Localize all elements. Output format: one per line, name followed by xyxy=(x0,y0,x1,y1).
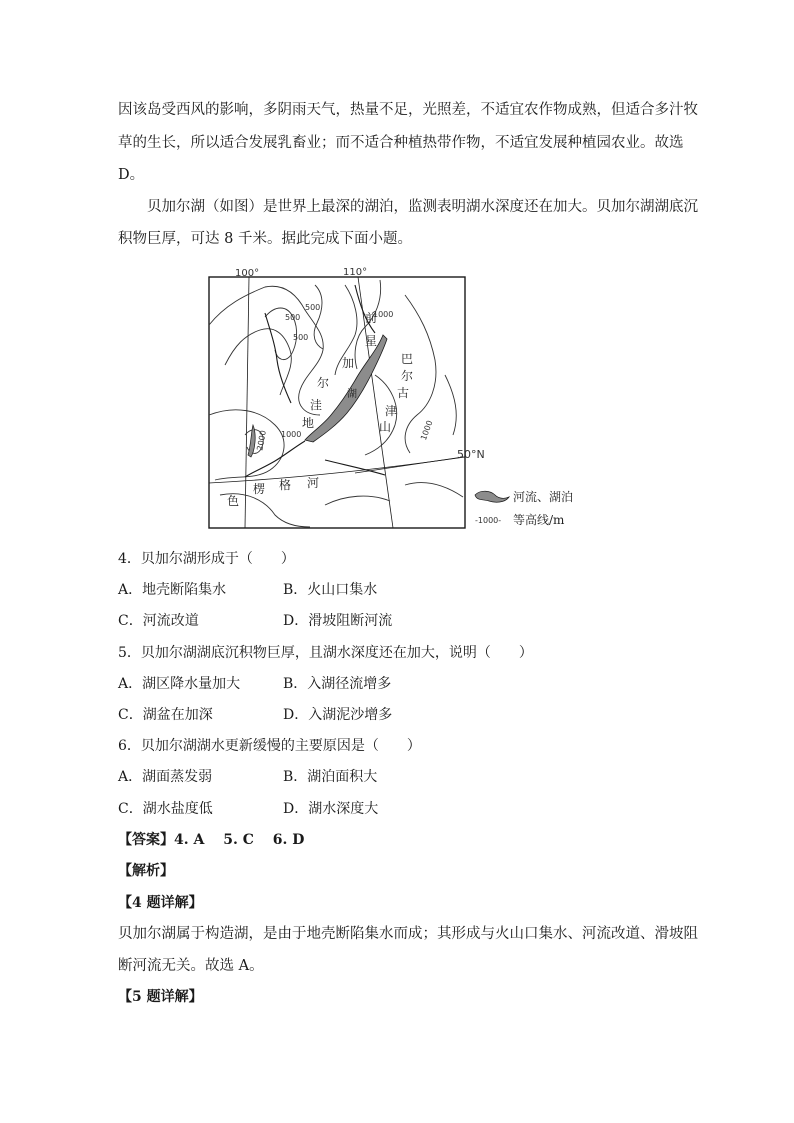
contour-label: 1000 xyxy=(373,310,394,319)
question-6-stem: 6．贝加尔湖湖水更新缓慢的主要原因是（ ） xyxy=(118,738,421,754)
legend-contour-label: 等高线/m xyxy=(513,513,565,527)
parallel-50n xyxy=(209,457,465,483)
q6-option-c: C．湖水盐度低 xyxy=(118,801,213,817)
q5-option-d: D．入湖泥沙增多 xyxy=(283,707,393,723)
q4-option-c: C．河流改道 xyxy=(118,613,199,629)
legend-contour-sample: -1000- xyxy=(475,516,502,525)
intro-line-2: 积物巨厚，可达 8 千米。据此完成下面小题。 xyxy=(118,231,412,247)
map-label: 山 xyxy=(379,420,392,434)
baikal-map xyxy=(205,265,595,533)
q4-option-d: D．滑坡阻断河流 xyxy=(283,613,393,629)
contour-label: 1000 xyxy=(281,430,302,439)
q6-option-a: A．湖面蒸发弱 xyxy=(118,769,213,785)
legend-river-lake: 河流、湖泊 xyxy=(513,490,574,504)
contour-label: 2000 xyxy=(255,429,268,452)
map-label: 古 xyxy=(397,386,410,400)
question-4-stem: 4．贝加尔湖形成于（ ） xyxy=(118,551,295,567)
map-legend xyxy=(475,489,573,527)
legend-lake-symbol xyxy=(475,491,509,502)
map-label: 前 xyxy=(365,311,378,325)
map-label: 地 xyxy=(302,416,315,430)
lat-50n-label: 50°N xyxy=(457,448,485,461)
map-label: 格 xyxy=(279,478,292,492)
map-label: 洼 xyxy=(310,398,323,412)
answer-line: 【答案】4. A 5. C 6. D xyxy=(118,832,305,848)
q5-option-a: A．湖区降水量加大 xyxy=(118,676,241,692)
map-label: 巴 xyxy=(401,352,414,366)
contour-label: 500 xyxy=(293,333,309,342)
explanation-line-3: D。 xyxy=(118,167,145,183)
map-label: 河 xyxy=(307,476,320,490)
contour-label: 500 xyxy=(285,313,301,322)
map-label: 尔 xyxy=(317,376,330,390)
analysis-heading: 【解析】 xyxy=(118,863,174,879)
map-label: 楞 xyxy=(253,482,266,496)
lon-100-label: 100° xyxy=(235,268,260,279)
contour-label: 500 xyxy=(305,303,321,312)
detail-5-heading: 【5 题详解】 xyxy=(118,989,203,1005)
q4-option-a: A．地壳断陷集水 xyxy=(118,582,227,598)
map-label: 湖 xyxy=(347,389,357,400)
q6-option-d: D．湖水深度大 xyxy=(283,801,379,817)
q5-option-b: B．入湖径流增多 xyxy=(283,676,392,692)
q5-option-c: C．湖盆在加深 xyxy=(118,707,213,723)
meridian-100 xyxy=(245,277,249,528)
detail-4-line-2: 断河流无关。故选 A。 xyxy=(118,958,264,974)
map-label: 星 xyxy=(365,334,378,348)
lon-110-label: 110° xyxy=(343,267,368,278)
q4-option-b: B．火山口集水 xyxy=(283,582,378,598)
map-label: 尔 xyxy=(401,369,414,383)
detail-4-heading: 【4 题详解】 xyxy=(118,895,203,911)
intro-line-1: 贝加尔湖（如图）是世界上最深的湖泊，监测表明湖水深度还在加大。贝加尔湖湖底沉 xyxy=(147,199,698,215)
question-5-stem: 5．贝加尔湖湖底沉积物巨厚，且湖水深度还在加大，说明（ ） xyxy=(118,645,533,661)
q6-option-b: B．湖泊面积大 xyxy=(283,769,378,785)
map-label: 色 xyxy=(227,494,240,508)
detail-4-line-1: 贝加尔湖属于构造湖，是由于地壳断陷集水而成；其形成与火山口集水、河流改道、滑坡阻 xyxy=(118,926,698,942)
contour-label: 1000 xyxy=(419,419,435,442)
map-label: 津 xyxy=(385,404,398,418)
explanation-line-2: 草的生长，所以适合发展乳畜业；而不适合种植热带作物，不适宜发展种植园农业。故选 xyxy=(118,135,684,151)
map-label: 加 xyxy=(342,356,355,370)
explanation-line-1: 因该岛受西风的影响，多阴雨天气，热量不足，光照差，不适宜农作物成熟，但适合多汁牧 xyxy=(118,102,698,118)
